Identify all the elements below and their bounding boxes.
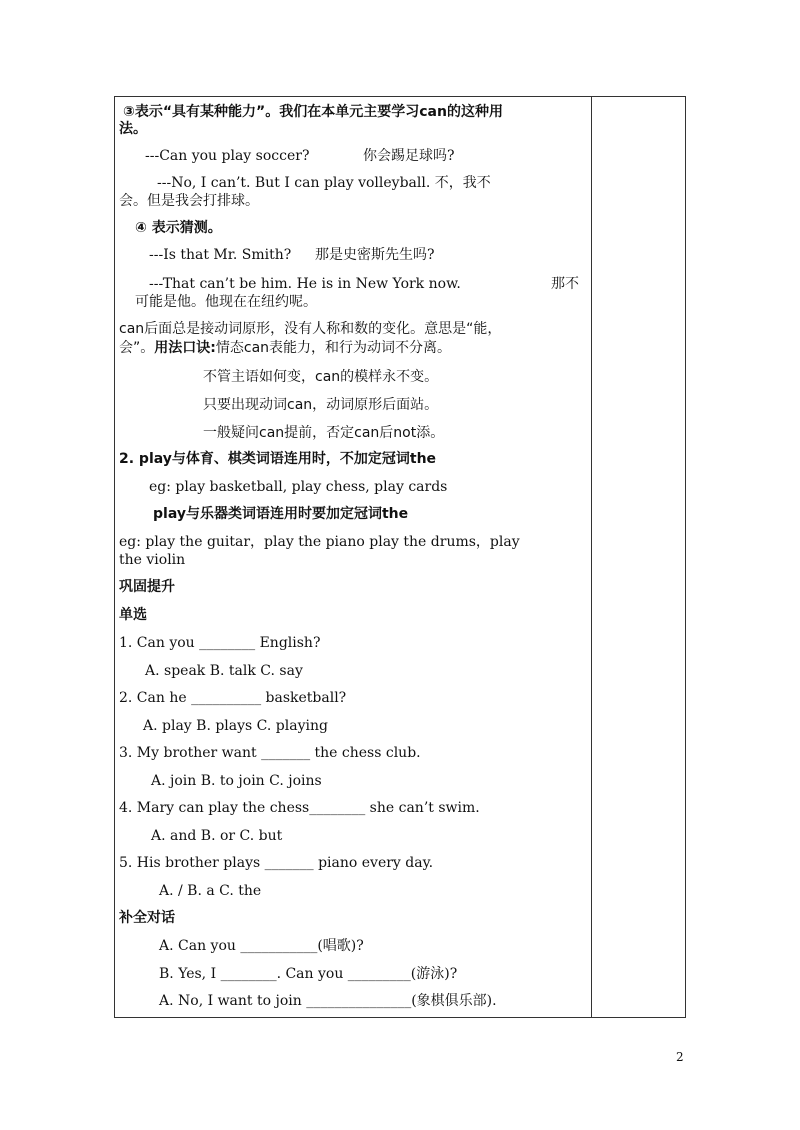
example-question-translation: 你会踢足球吗?	[363, 148, 455, 164]
dialog-line-1: A. Can you ___________(唱歌)?	[159, 938, 364, 954]
guess-answer: ---That can’t be him. He is in New York now.	[149, 276, 461, 292]
rule-mnemonic-text: 情态can表能力，和行为动词不分离。	[215, 340, 452, 356]
guess-answer-translation-1: 那不	[551, 276, 579, 292]
play-rule-example-1: eg: play basketball, play chess, play cards	[149, 479, 448, 495]
example-answer: ---No, I can’t. But I can play volleyball. 不，我不	[157, 175, 491, 191]
question-1: 1. Can you ________ English?	[119, 635, 321, 651]
dialog-line-3: A. No, I want to join _______________(象棋俱乐部).	[159, 993, 497, 1009]
guess-answer-translation-2: 可能是他。他现在在纽约呢。	[135, 294, 317, 310]
play-rule-item-2: 2. play与体育、棋类词语连用时，不加定冠词the	[119, 451, 437, 467]
multiple-choice-heading: 单选	[119, 607, 147, 623]
guess-question-translation: 那是史密斯先生吗?	[315, 247, 435, 263]
play-rule-example-2-line2: the violin	[119, 552, 186, 568]
question-3-options: A. join B. to join C. joins	[151, 773, 322, 789]
question-3: 3. My brother want _______ the chess club.	[119, 745, 421, 761]
dialog-heading: 补全对话	[119, 910, 175, 926]
rhyme-line-2: 只要出现动词can，动词原形后面站。	[203, 397, 439, 413]
rhyme-line-3: 一般疑问can提前，否定can后not添。	[203, 425, 445, 441]
practice-heading: 巩固提升	[119, 579, 175, 595]
rule-mnemonic-label: 用法口诀:	[154, 340, 216, 356]
ability-heading-line1: ③表示“具有某种能力”。我们在本单元主要学习can的这种用	[123, 104, 503, 120]
dialog-line-2: B. Yes, I ________. Can you _________(游泳)?	[159, 966, 458, 982]
lesson-table	[114, 96, 686, 1018]
question-2-options: A. play B. plays C. playing	[143, 718, 328, 734]
question-4: 4. Mary can play the chess________ she can’t swim.	[119, 800, 480, 816]
question-5: 5. His brother plays _______ piano every day.	[119, 855, 434, 871]
guess-heading: ④ 表示猜测。	[135, 220, 222, 236]
play-rule-example-2-line1: eg: play the guitar，play the piano play the drums，play	[119, 534, 520, 550]
rule-line2-start: 会”。	[119, 340, 155, 356]
question-4-options: A. and B. or C. but	[151, 828, 283, 844]
rhyme-line-1: 不管主语如何变，can的模样永不变。	[203, 369, 439, 385]
example-question: ---Can you play soccer?	[145, 148, 310, 164]
rule-line2	[119, 339, 451, 357]
example-answer-translation: 会。但是我会打排球。	[119, 193, 259, 209]
question-5-options: A. / B. a C. the	[159, 883, 262, 899]
content-cell	[115, 97, 591, 1017]
question-2: 2. Can he __________ basketball?	[119, 690, 347, 706]
guess-question: ---Is that Mr. Smith?	[149, 247, 292, 263]
column-divider	[591, 97, 592, 1017]
page-number: 2	[676, 1050, 684, 1064]
ability-heading-line2: 法。	[119, 121, 147, 137]
question-1-options: A. speak B. talk C. say	[145, 663, 303, 679]
rule-line1: can后面总是接动词原形，没有人称和数的变化。意思是“能，	[119, 321, 502, 337]
play-rule-item-2b: play与乐器类词语连用时要加定冠词the	[153, 506, 409, 522]
